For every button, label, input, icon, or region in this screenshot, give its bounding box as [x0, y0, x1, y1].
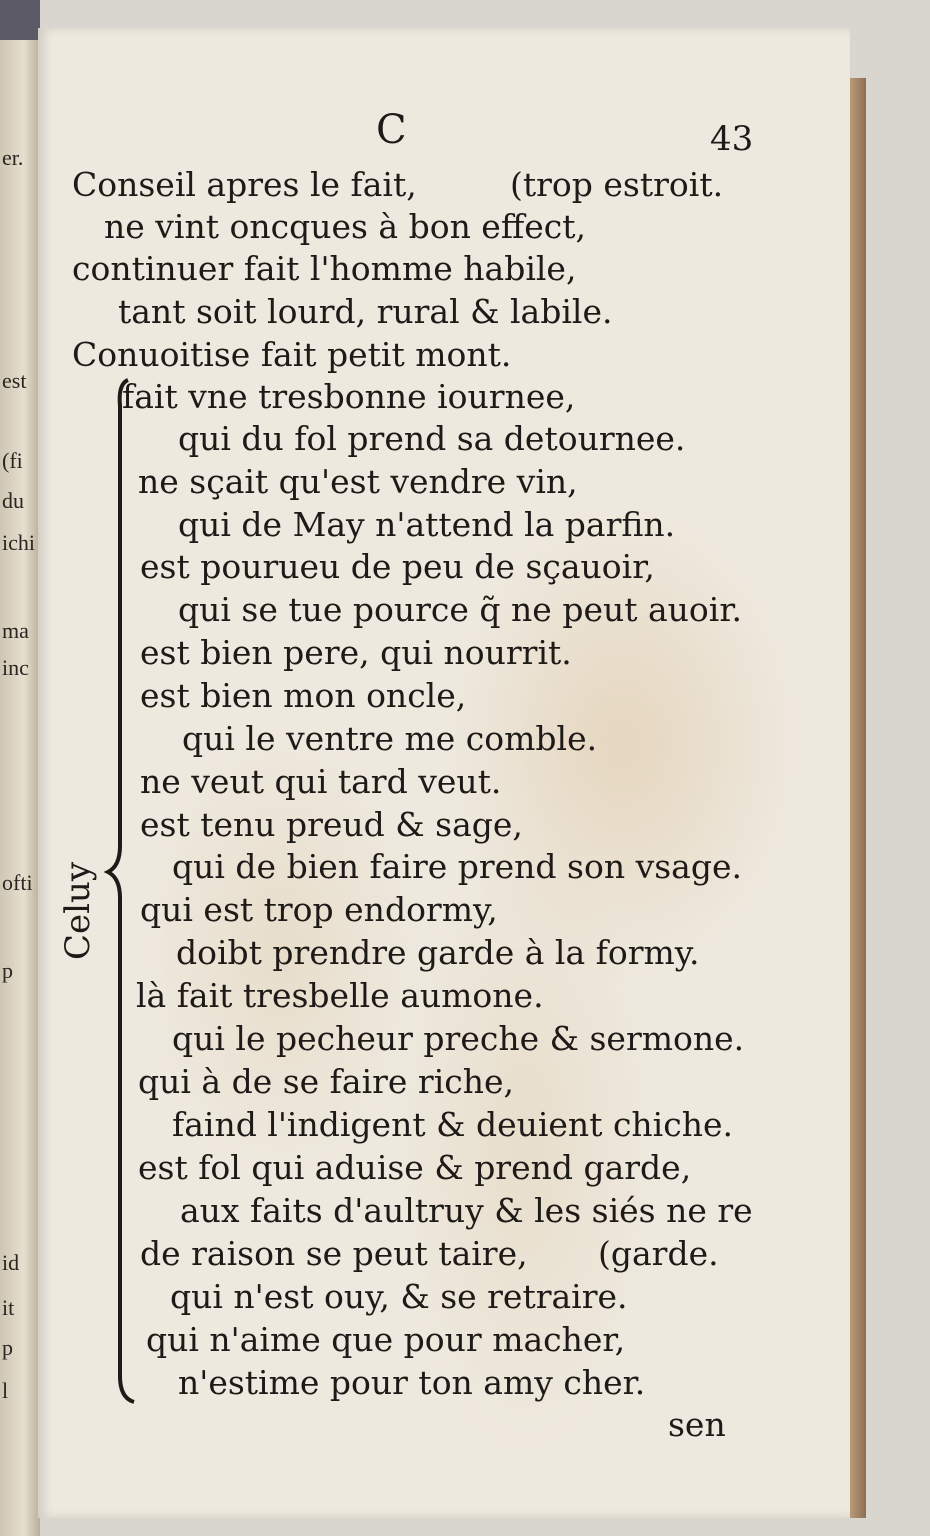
- margin-label-celuy: Celuy: [58, 861, 98, 960]
- text-line: qui du fol prend sa detournee.: [178, 419, 686, 458]
- left-fragment: l: [2, 1378, 9, 1403]
- left-fragment: du: [2, 488, 24, 513]
- text-line: aux faits d'aultruy & les siés ne re: [180, 1191, 753, 1230]
- text-line: ne veut qui tard veut.: [140, 762, 502, 801]
- text-line: ne vint oncques à bon effect,: [104, 207, 587, 246]
- page-edge: [850, 78, 866, 1518]
- text-line: est tenu preud & sage,: [140, 805, 523, 844]
- text-line: (trop estroit.: [510, 165, 724, 204]
- left-fragment: est: [2, 368, 27, 393]
- text-line: qui à de se faire riche,: [138, 1062, 515, 1101]
- text-line: est bien pere, qui nourrit.: [140, 633, 572, 672]
- text-line: est fol qui aduise & prend garde,: [138, 1148, 692, 1187]
- text-line: n'estime pour ton amy cher.: [178, 1363, 646, 1402]
- left-fragment: p: [2, 1335, 13, 1360]
- text-line: qui le ventre me comble.: [182, 719, 598, 758]
- text-line: continuer fait l'homme habile,: [72, 249, 577, 288]
- text-line: doibt prendre garde à la formy.: [176, 933, 700, 972]
- left-fragment: p: [2, 958, 13, 983]
- text-line: est pourueu de peu de sçauoir,: [140, 547, 655, 586]
- text-line: là fait tresbelle aumone.: [136, 976, 544, 1015]
- text-line: qui de bien faire prend son vsage.: [172, 847, 742, 886]
- catchword: sen: [668, 1405, 726, 1444]
- page-number: 43: [710, 119, 754, 159]
- text-line: (garde.: [598, 1234, 719, 1273]
- text-line: qui n'aime que pour macher,: [146, 1320, 626, 1359]
- left-fragment: ma: [2, 618, 29, 643]
- left-fragment: it: [2, 1295, 15, 1320]
- left-fragment: ichi: [2, 530, 35, 555]
- left-fragment: id: [2, 1250, 20, 1275]
- text-line: Conuoitise fait petit mont.: [72, 335, 512, 374]
- left-fragment: ofti: [2, 870, 33, 895]
- left-fragment: inc: [2, 655, 29, 680]
- text-line: est bien mon oncle,: [140, 676, 467, 715]
- left-fragment: (fi: [2, 448, 23, 473]
- left-fragment: er.: [2, 145, 24, 170]
- text-line: faind l'indigent & deuient chiche.: [172, 1105, 733, 1144]
- text-line: de raison se peut taire,: [140, 1234, 528, 1273]
- text-line: qui le pecheur preche & sermone.: [172, 1019, 745, 1058]
- book-binding: [0, 0, 40, 40]
- bracket-brace: [100, 376, 140, 1406]
- text-line: ne sçait qu'est vendre vin,: [138, 462, 578, 501]
- left-facing-page: [0, 0, 40, 1536]
- text-line: tant soit lourd, rural & labile.: [118, 292, 613, 331]
- text-line: qui est trop endormy,: [140, 890, 498, 929]
- text-line: qui de May n'attend la parfin.: [178, 505, 676, 544]
- signature-mark: C: [376, 107, 407, 153]
- text-line: qui n'est ouy, & se retraire.: [170, 1277, 628, 1316]
- text-line: fait vne tresbonne iournee,: [122, 377, 576, 416]
- text-line: qui se tue pource q̃ ne peut auoir.: [178, 590, 742, 629]
- text-line: Conseil apres le fait,: [72, 165, 417, 204]
